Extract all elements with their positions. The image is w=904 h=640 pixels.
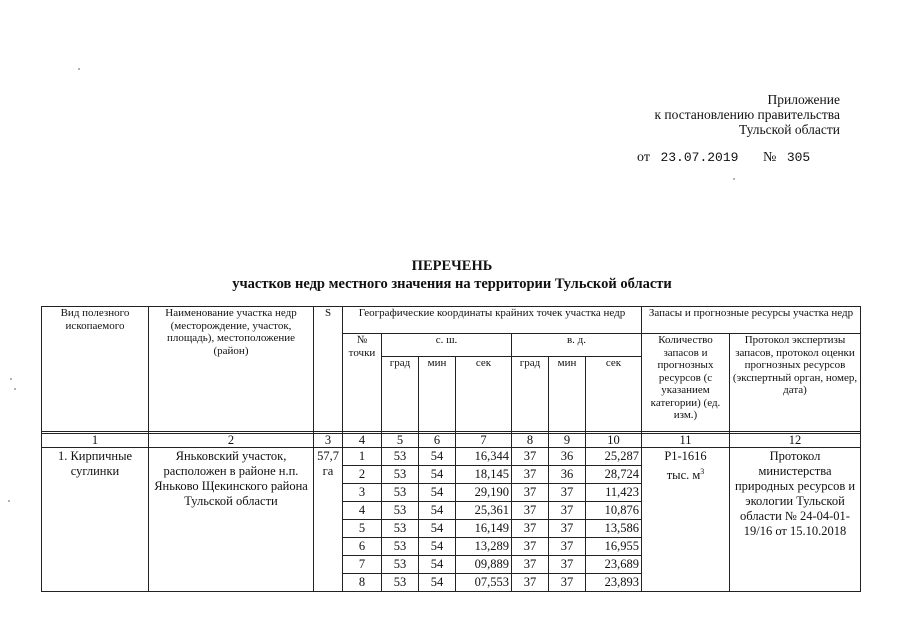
quantity-unit [644,464,727,483]
cell-lat-deg: 53 [382,447,419,465]
column-number: 1 [42,434,149,448]
quantity-unit-text: тыс. м [666,467,701,482]
column-number: 12 [730,434,861,448]
header-point-no: № точки [343,334,382,432]
cell-lon-min: 37 [549,483,586,501]
cell-lon-deg: 37 [512,465,549,483]
cell-point-no: 5 [343,519,382,537]
appendix-line: к постановлению правительства [654,107,840,122]
scan-speck [733,178,735,180]
cell-lon-deg: 37 [512,573,549,591]
column-number: 7 [456,434,512,448]
cell-lon-sec: 28,724 [586,465,642,483]
header-north-lat: с. ш. [382,334,512,357]
cell-lon-sec: 16,955 [586,537,642,555]
column-number: 4 [343,434,382,448]
cell-point-no: 1 [343,447,382,465]
cell-mineral-type: 1. Кирпичные суглинки [42,447,149,591]
cell-lon-min: 37 [549,555,586,573]
decree-number: 305 [786,150,811,165]
header-lon-min: мин [549,357,586,432]
cell-lon-sec: 11,423 [586,483,642,501]
cell-lat-sec: 09,889 [456,555,512,573]
header-lon-deg: град [512,357,549,432]
cell-lon-sec: 25,287 [586,447,642,465]
decree-reference [637,150,810,166]
cell-lon-deg: 37 [512,501,549,519]
area-value: 57,7 [317,448,339,463]
header-lon-sec: сек [586,357,642,432]
document-title [0,257,904,293]
cell-lat-deg: 53 [382,483,419,501]
cell-quantity [642,447,730,591]
cell-lon-min: 37 [549,501,586,519]
column-number: 10 [586,434,642,448]
header-east-lon: в. д. [512,334,642,357]
cell-lat-deg: 53 [382,555,419,573]
column-number: 3 [314,434,343,448]
cell-area [314,447,343,591]
title-heading: ПЕРЕЧЕНЬ [411,258,493,274]
cell-lon-deg: 37 [512,519,549,537]
cell-lat-min: 54 [419,555,456,573]
header-row [42,307,861,334]
cell-lat-min: 54 [419,483,456,501]
cell-lon-deg: 37 [512,447,549,465]
cell-lat-min: 54 [419,519,456,537]
cell-lon-min: 37 [549,573,586,591]
scan-speck [78,68,80,70]
cell-lon-sec: 23,893 [586,573,642,591]
cell-lat-min: 54 [419,537,456,555]
decree-date: 23.07.2019 [660,150,739,165]
table-row [42,447,861,465]
cell-lat-sec: 13,289 [456,537,512,555]
header-mineral-type: Вид полезного ископаемого [42,307,149,432]
cell-lat-sec: 07,553 [456,573,512,591]
cell-lat-min: 54 [419,447,456,465]
scan-speck [10,378,12,380]
decree-number-label: № [762,150,777,165]
cell-point-no: 2 [343,465,382,483]
cell-lat-deg: 53 [382,501,419,519]
header-area: S [314,307,343,432]
header-lat-deg: град [382,357,419,432]
quantity-unit-power: 3 [700,466,705,476]
cell-lat-sec: 29,190 [456,483,512,501]
cell-point-no: 6 [343,537,382,555]
appendix-line: Тульской области [739,122,840,137]
column-number: 2 [149,434,314,448]
header-geo-coordinates: Географические координаты крайних точек участка недр [343,307,642,334]
column-number: 11 [642,434,730,448]
cell-protocol: Протокол министерства природных ресурсов и экологии Тульской области № 24-04-01-19/16 от 15.10.2018 [730,447,861,591]
cell-lat-min: 54 [419,501,456,519]
scan-speck [14,388,16,390]
cell-point-no: 3 [343,483,382,501]
cell-lon-sec: 13,586 [586,519,642,537]
cell-lon-deg: 37 [512,537,549,555]
cell-point-no: 7 [343,555,382,573]
cell-lat-deg: 53 [382,465,419,483]
column-number-row [42,434,861,448]
quantity-value: Р1-1616 [664,448,707,463]
column-number: 6 [419,434,456,448]
cell-lat-sec: 16,149 [456,519,512,537]
cell-lon-deg: 37 [512,555,549,573]
cell-lon-min: 37 [549,537,586,555]
header-reserves: Запасы и прогнозные ресурсы участка недр [642,307,861,334]
header-lat-min: мин [419,357,456,432]
header-lat-sec: сек [456,357,512,432]
area-unit: га [322,463,334,478]
cell-lat-min: 54 [419,573,456,591]
cell-point-no: 8 [343,573,382,591]
cell-lat-sec: 16,344 [456,447,512,465]
cell-lon-min: 36 [549,447,586,465]
title-subheading: участков недр местного значения на территории Тульской области [232,276,672,292]
cell-lon-sec: 10,876 [586,501,642,519]
cell-lat-sec: 18,145 [456,465,512,483]
appendix-caption [654,92,840,137]
header-site-name: Наименование участка недр (месторождение, участок, площадь), местоположение (район) [149,307,314,432]
cell-lat-deg: 53 [382,519,419,537]
scan-speck [8,500,10,502]
cell-lat-deg: 53 [382,537,419,555]
column-number: 8 [512,434,549,448]
column-number: 5 [382,434,419,448]
cell-lon-sec: 23,689 [586,555,642,573]
cell-lat-sec: 25,361 [456,501,512,519]
cell-lon-min: 37 [549,519,586,537]
cell-lon-min: 36 [549,465,586,483]
header-quantity: Количество запасов и прогнозных ресурсов (с указанием категории) (ед. изм.) [642,334,730,432]
cell-site-name: Яньковский участок, расположен в районе н.п. Яньково Щекинского района Тульской области [149,447,314,591]
appendix-line: Приложение [767,92,840,107]
header-protocol: Протокол экспертизы запасов, протокол оценки прогнозных ресурсов (экспертный орган, номер, дата) [730,334,861,432]
cell-lat-min: 54 [419,465,456,483]
subsoil-sites-table [41,306,861,592]
decree-from-label: от [637,150,650,165]
cell-lon-deg: 37 [512,483,549,501]
column-number: 9 [549,434,586,448]
cell-lat-deg: 53 [382,573,419,591]
cell-point-no: 4 [343,501,382,519]
